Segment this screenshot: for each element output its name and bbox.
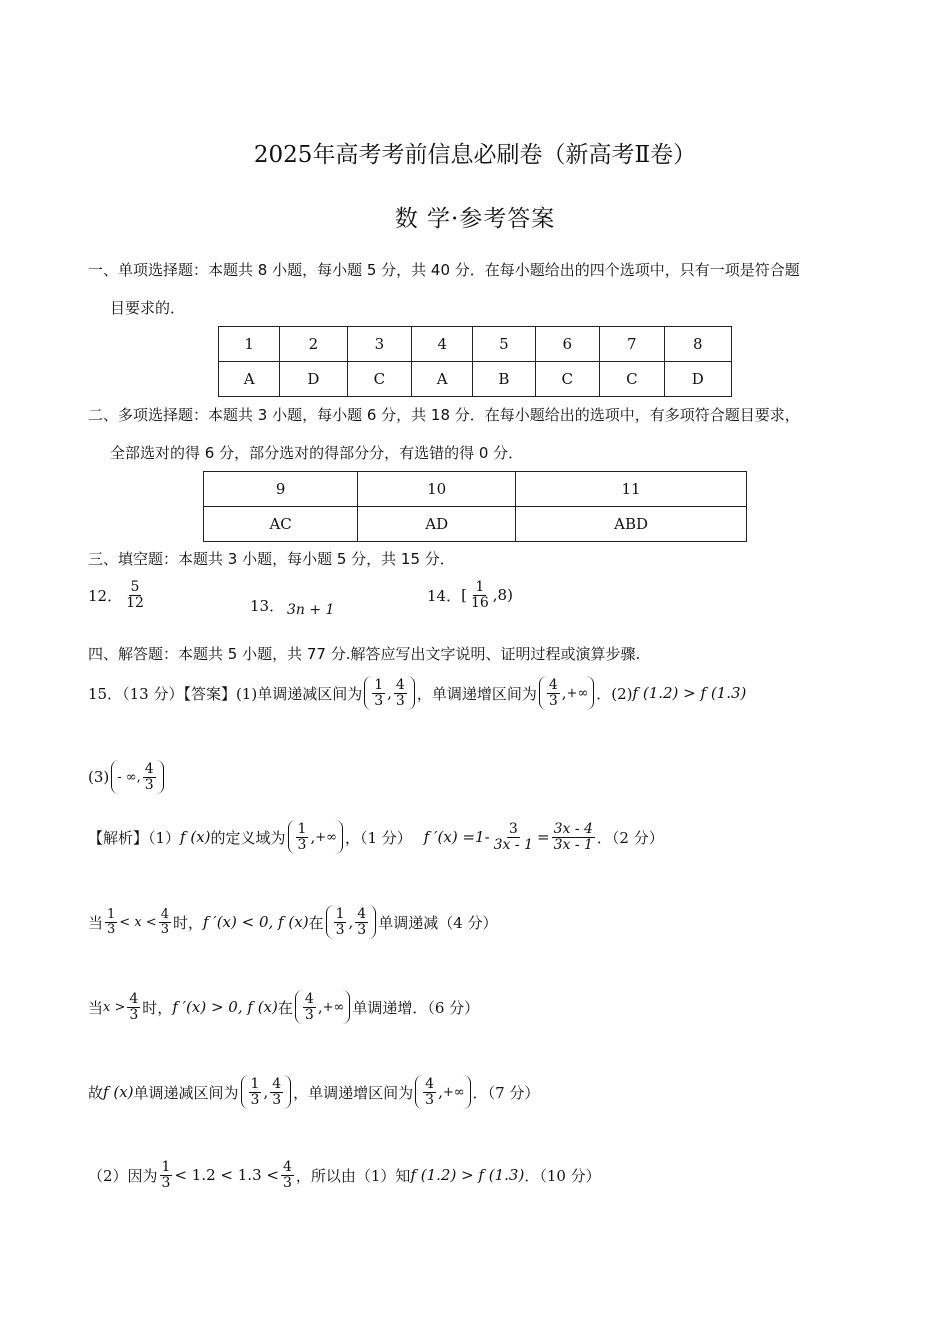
table-cell: 4 xyxy=(412,327,473,362)
interval-dec xyxy=(364,676,415,710)
analysis-line-2 xyxy=(88,905,498,939)
fraction-denominator: 3 xyxy=(357,921,367,938)
section3-heading: 三、填空题：本题共 3 小题，每小题 5 分，共 15 分． xyxy=(88,550,455,568)
dec-interval-text: 单调递减区间为 xyxy=(133,1083,239,1102)
q14-label: 14． xyxy=(427,586,462,605)
fraction-numerator: 4 xyxy=(144,761,154,777)
fraction-numerator: 3x - 4 xyxy=(553,821,593,837)
comma: , xyxy=(263,1083,269,1102)
q15-part3-line xyxy=(88,760,166,794)
table-cell: B xyxy=(473,362,535,397)
fraction-denominator: 3 xyxy=(160,921,169,937)
inc-interval-text: ，单调递增区间为 xyxy=(293,1083,414,1102)
page-subtitle: 数 学·参考答案 xyxy=(394,206,556,232)
q14-answer xyxy=(427,580,513,610)
comma: , xyxy=(387,684,392,703)
q13-label: 13． xyxy=(250,597,285,615)
fraction-numerator: 1 xyxy=(374,677,384,693)
comma: , xyxy=(561,684,567,703)
plus-infinity: +∞ xyxy=(442,1084,465,1100)
table-cell: D xyxy=(664,362,731,397)
score-text: ，（1 分） xyxy=(344,828,412,847)
q12-answer xyxy=(88,580,148,610)
increasing-text: 单调递增．（6 分） xyxy=(352,998,480,1017)
table-cell: 6 xyxy=(535,327,600,362)
minus-infinity: - ∞, xyxy=(117,769,141,785)
part2-intro: （2）因为 xyxy=(88,1166,158,1185)
math-fx: f (x) xyxy=(103,1083,134,1102)
comma: , xyxy=(310,828,316,847)
when-text: 当 xyxy=(88,913,104,932)
section4-heading: 四、解答题：本题共 5 小题，共 77 分.解答应写出文字说明、证明过程或演算步骤. xyxy=(88,645,641,663)
fraction-denominator: 16 xyxy=(470,594,489,611)
derivative-lhs: f ′(x) =1- xyxy=(423,828,490,847)
fraction-denominator: 3 xyxy=(548,692,558,709)
part2-inequality: f (1.2) > f (1.3) xyxy=(410,1166,525,1185)
analysis-part2-line xyxy=(88,1160,601,1190)
positive-derivative: f ′(x) > 0, f (x) xyxy=(172,998,278,1017)
decreasing-text: 单调递减（4 分） xyxy=(378,913,498,932)
table-cell: 2 xyxy=(280,327,347,362)
fraction-denominator: 3 xyxy=(335,921,345,938)
interval-part3 xyxy=(111,760,163,794)
q14-close-bracket: ,8) xyxy=(492,586,513,605)
fraction-denominator: 3 xyxy=(161,1174,171,1191)
q13-answer: 3n + 1 xyxy=(287,602,335,618)
when-text: 当 xyxy=(88,998,104,1017)
analysis-line-3 xyxy=(88,990,479,1024)
fraction-denominator: 3x - 1 xyxy=(553,836,593,853)
comma: , xyxy=(348,913,354,932)
table-cell: 3 xyxy=(347,327,412,362)
table-cell: D xyxy=(280,362,347,397)
q15-mid-text: ，单调递增区间为 xyxy=(416,684,537,703)
fraction-numerator: 4 xyxy=(395,677,405,693)
q12-fraction xyxy=(124,580,146,610)
fraction-numerator: 4 xyxy=(304,991,314,1007)
interval-inc xyxy=(539,676,594,710)
fraction-numerator: 1 xyxy=(107,907,116,923)
fraction-numerator: 5 xyxy=(130,579,140,595)
at-text: 在 xyxy=(277,998,293,1017)
table-cell: 11 xyxy=(516,472,747,507)
negative-derivative: f ′(x) < 0, f (x) xyxy=(202,913,309,932)
table-cell: AD xyxy=(358,507,516,542)
section2-answer-table xyxy=(203,471,747,542)
fraction-denominator: 3 xyxy=(374,692,384,709)
page-title: 2025年高考考前信息必刷卷（新高考Ⅱ卷） xyxy=(253,142,697,168)
interval-inc xyxy=(415,1075,470,1109)
table-cell: AC xyxy=(204,507,358,542)
fraction-numerator: 4 xyxy=(160,907,169,923)
time-text: 时， xyxy=(172,913,203,932)
fraction-denominator: 3 xyxy=(304,1006,314,1023)
fraction-numerator: 3 xyxy=(508,821,518,837)
fraction-denominator: 3 xyxy=(250,1091,260,1108)
plus-infinity: +∞ xyxy=(566,685,589,701)
table-cell: 1 xyxy=(219,327,280,362)
therefore-text: 故 xyxy=(88,1083,104,1102)
fraction-denominator: 3 xyxy=(107,921,116,937)
plus-infinity: +∞ xyxy=(315,829,337,845)
table-cell: 7 xyxy=(600,327,665,362)
q15-label: 15．（13 分）【答案】(1)单调递减区间为 xyxy=(88,684,363,703)
section2-heading-cont: 全部选对的得 6 分，部分选对的得部分分，有选错的得 0 分． xyxy=(110,444,524,462)
comma: , xyxy=(438,1083,443,1102)
table-cell: 5 xyxy=(473,327,535,362)
interval-inc xyxy=(295,990,350,1024)
part2-chain: < 1.2 < 1.3 < xyxy=(174,1166,279,1185)
fraction-denominator: 3 xyxy=(297,836,307,853)
fraction-denominator: 3 xyxy=(282,1174,292,1191)
fraction-denominator: 3x - 1 xyxy=(493,836,533,853)
table-cell: ABD xyxy=(516,507,747,542)
domain-text: 的定义域为 xyxy=(210,828,286,847)
fraction-numerator: 4 xyxy=(357,906,367,922)
section1-answer-table xyxy=(218,326,732,397)
math-fx: f (x) xyxy=(180,828,211,847)
fraction-numerator: 4 xyxy=(548,677,558,693)
q15-part2-answer: f (1.2) > f (1.3) xyxy=(632,684,747,703)
q15-part3-label: (3) xyxy=(88,768,110,787)
part2-so: ，所以由（1）知 xyxy=(295,1166,411,1185)
comma: , xyxy=(317,998,323,1017)
fraction-numerator: 4 xyxy=(129,991,139,1007)
fraction-denominator: 3 xyxy=(272,1091,282,1108)
plus-infinity: +∞ xyxy=(322,999,345,1015)
table-row xyxy=(219,362,732,397)
interval-dec xyxy=(326,905,377,939)
table-cell: A xyxy=(412,362,473,397)
fraction-numerator: 1 xyxy=(475,579,485,595)
q15-answer-line xyxy=(88,676,746,710)
fraction-numerator: 1 xyxy=(335,906,345,922)
analysis-label: 【解析】（1） xyxy=(88,828,181,847)
section2-heading: 二、多项选择题：本题共 3 小题，每小题 6 分，共 18 分．在每小题给出的选项中，有多项符合题目要求， xyxy=(88,406,800,424)
analysis-line-1 xyxy=(88,820,664,854)
fraction-numerator: 4 xyxy=(282,1159,292,1175)
table-cell: 10 xyxy=(358,472,516,507)
math-inequality: x > xyxy=(103,999,126,1015)
table-cell: C xyxy=(347,362,412,397)
math-inequality: < x < xyxy=(119,914,157,930)
table-row xyxy=(204,507,747,542)
equals-sign: = xyxy=(536,828,550,847)
table-row xyxy=(204,472,747,507)
interval-domain xyxy=(288,820,343,854)
section1-heading: 一、单项选择题：本题共 8 小题，每小题 5 分，共 40 分．在每小题给出的四个选项中，只有一项是符合题 xyxy=(88,261,800,279)
table-row xyxy=(219,327,732,362)
fraction-numerator: 4 xyxy=(272,1076,282,1092)
fraction-numerator: 1 xyxy=(250,1076,260,1092)
section1-heading-cont: 目要求的． xyxy=(110,299,186,317)
fraction-numerator: 1 xyxy=(161,1159,171,1175)
fraction-denominator: 3 xyxy=(425,1091,435,1108)
fraction-numerator: 1 xyxy=(297,821,307,837)
table-cell: A xyxy=(219,362,280,397)
table-cell: C xyxy=(600,362,665,397)
interval-dec xyxy=(241,1075,292,1109)
fraction-denominator: 12 xyxy=(126,594,144,611)
score-text: ．（7 分） xyxy=(472,1083,540,1102)
score-text: ．（2 分） xyxy=(596,828,664,847)
analysis-line-4 xyxy=(88,1075,539,1109)
q14-fraction xyxy=(469,580,491,610)
table-cell: 9 xyxy=(204,472,358,507)
q14-open-bracket: [ xyxy=(461,586,467,605)
fraction-denominator: 3 xyxy=(144,776,154,793)
q15-part2-label: ．(2) xyxy=(596,684,633,703)
q12-label: 12． xyxy=(88,586,123,605)
at-text: 在 xyxy=(308,913,324,932)
fraction-numerator: 4 xyxy=(425,1076,435,1092)
fraction-denominator: 3 xyxy=(129,1006,139,1023)
fraction-denominator: 3 xyxy=(395,692,405,709)
time-text: 时， xyxy=(142,998,173,1017)
score-text: ．（10 分） xyxy=(524,1166,601,1185)
table-cell: C xyxy=(535,362,600,397)
table-cell: 8 xyxy=(664,327,731,362)
